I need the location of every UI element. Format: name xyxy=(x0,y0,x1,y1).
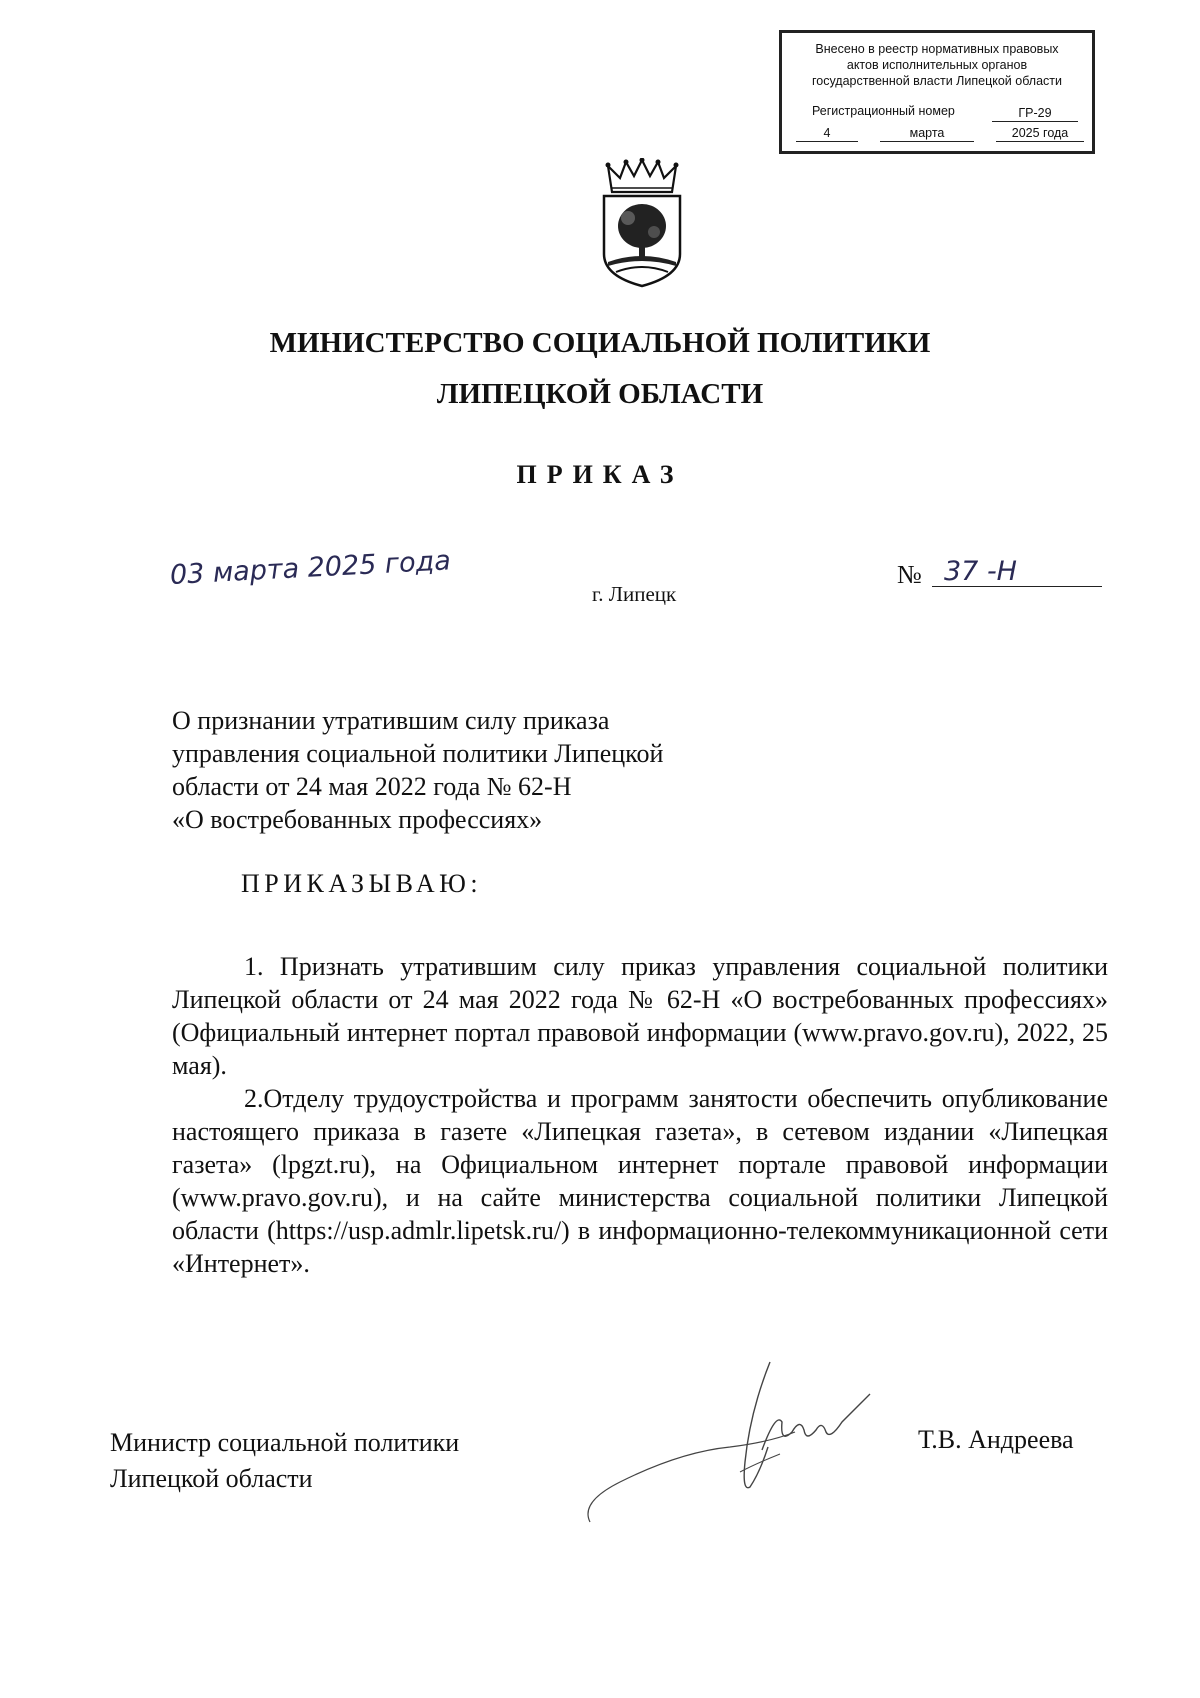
paragraph-2: 2.Отделу трудоустройства и программ занятости обеспечить опубликование настоящего приказа в газете «Липецкая газета», в сетевом издании «Липецкая газета» (lpgzt.ru), на Официальном интернет портале правовой информации (www.pravo.gov.ru), и на сайте министерства социальной политики Липецкой области (https://usp.admlr.lipetsk.ru/) в информационно-телекоммуникационной сети «Интернет». xyxy=(172,1084,1108,1278)
subject-line-3: области от 24 мая 2022 года № 62-Н xyxy=(172,772,572,801)
stamp-line-1: Внесено в реестр нормативных правовых xyxy=(815,42,1059,56)
stamp-reg-label: Регистрационный номер xyxy=(812,104,955,118)
signatory-position xyxy=(110,1425,459,1497)
order-body xyxy=(172,950,1108,1280)
stamp-registration-row xyxy=(782,103,1092,121)
coat-of-arms-icon xyxy=(598,158,686,290)
signatory-position-line-2: Липецкой области xyxy=(110,1464,313,1493)
stamp-line-3: государственной власти Липецкой области xyxy=(811,74,1063,88)
stamp-day: 4 xyxy=(796,125,858,142)
city-label: г. Липецк xyxy=(592,582,677,606)
ministry-name-line-1: МИНИСТЕРСТВО СОЦИАЛЬНОЙ ПОЛИТИКИ xyxy=(269,327,931,359)
document-type-title: ПРИКАЗ xyxy=(516,460,684,489)
signatory-name: Т.В. Андреева xyxy=(918,1425,1074,1454)
stamp-date-row xyxy=(782,125,1092,143)
signatory-position-line-1: Министр социальной политики xyxy=(110,1428,460,1457)
handwritten-order-number: 37 -Н xyxy=(944,556,1017,587)
handwritten-signature-icon xyxy=(580,1352,880,1532)
registry-stamp xyxy=(779,30,1095,154)
paragraph-1: 1. Признать утратившим силу приказ управления социальной политики Липецкой области от 24 мая 2022 года № 62-Н «О востребованных профессиях» (Официальный интернет портал правовой информации (www.pravo.gov.ru), 2022, 25 мая). xyxy=(172,952,1108,1080)
number-sign: № xyxy=(897,560,922,589)
order-subject xyxy=(172,704,732,836)
subject-line-4: «О востребованных профессиях» xyxy=(172,805,543,834)
ministry-name-line-2: ЛИПЕЦКОЙ ОБЛАСТИ xyxy=(436,378,764,410)
decree-word: ПРИКАЗЫВАЮ: xyxy=(241,869,483,898)
stamp-month: марта xyxy=(880,125,974,142)
stamp-reg-number: ГР-29 xyxy=(992,105,1078,122)
subject-line-1: О признании утратившим силу приказа xyxy=(172,706,610,735)
stamp-line-2: актов исполнительных органов xyxy=(846,58,1028,72)
handwritten-date: 03 марта 2025 года xyxy=(169,545,452,591)
subject-line-2: управления социальной политики Липецкой xyxy=(172,739,664,768)
stamp-year: 2025 года xyxy=(996,125,1084,142)
